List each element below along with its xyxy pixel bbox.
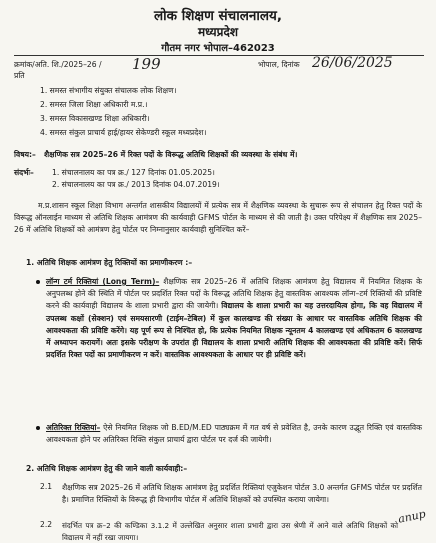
section-2-item: शैक्षणिक सत्र 2025–26 में अतिथि शिक्षक आमंत्रण हेतु प्रदर्शित रिक्तियां एजुकेशन पोर्टल 3.0 अन्तर्गत GFMS पोर्टल पर प्रदर्शित है। प्रमाणित रिक्तियों के विरूद्ध ही विभागीय पोर्टल में अतिथि शिक्षकों को उपस्थित कराया जायेगा।: [62, 483, 422, 505]
section-2-item: संदर्भित पत्र क्र–2 की कण्डिका 3.1.2 में उल्लेखित अनुसार शाला प्रभारी द्वारा उस श्रेणी में आने वाले अतिथि शिक्षकों को विद्यालय में नहीं रखा जायगा।: [62, 521, 398, 542]
subject-text: शैक्षणिक सत्र 2025–26 में रिक्त पदों के विरूद्ध अतिथि शिक्षकों की व्यवस्था के संबंध में।: [44, 150, 298, 159]
item-number: 2.1: [40, 482, 53, 491]
bullet-icon: [36, 280, 40, 284]
recipient-item: 2. समस्त जिला शिक्षा अधिकारी म.प्र.।: [40, 100, 148, 109]
recipient-item: 1. समस्त संभागीय संयुक्त संचालक लोक शिक्षण।: [40, 86, 177, 95]
long-term-text: शैक्षणिक सत्र 2025–26 में अतिथि शिक्षक आमंत्रण हेतु विद्यालय में नियमित शिक्षक के अनुपलब्ध होने की स्थिति में पोर्टल पर प्रदर्शित रिक्त पदों के विरूद्ध अतिथि शिक्षक हेतु वास्तविक आवश्यक लॉन्ग–टर्म रिक्तियों की प्रविष्टि करने की कार्यवाही विद्यालय के शाला प्रभारी द्वारा की जायेगी।: [46, 277, 422, 311]
atirikt-text: ऐसे नियमित शिक्षक जो B.ED/M.ED पाठ्यक्रम में गत वर्ष से प्रवेशित है, उनके कारण उद्भूत रिक्ति एवं वास्तविक आवश्यकता होने पर अतिरिक्त रिक्ति संकुल प्राचार्य द्वारा पोर्टल पर दर्ज की जायेगी।: [46, 423, 422, 445]
reference-item: 2. संचालनालय का पत्र क्र./ 2013 दिनांक 04.07.2019।: [52, 180, 220, 189]
state-name: मध्यप्रदेश: [197, 25, 238, 39]
reference-item: 1. संचालनालय का पत्र क्र./ 127 दिनांक 01.05.2025।: [52, 168, 215, 177]
item-number: 2.2: [40, 520, 53, 529]
signature: anup: [396, 507, 427, 526]
subject-label: विषय:–: [14, 150, 36, 159]
recipient-item: 4. समस्त संकुल प्राचार्य हाई/हायर सेकेण्डरी स्कूल मध्यप्रदेश।: [40, 128, 207, 137]
prati-label: प्रति: [14, 71, 25, 80]
section-1-heading: 1. अतिथि शिक्षक आमंत्रण हेतु रिक्तियों का प्रमाणीकरण :–: [26, 258, 193, 267]
section-2-heading: 2. अतिथि शिक्षक आमंत्रण हेतु की जाने वाली कार्यवाही:–: [26, 464, 188, 473]
long-term-title: लॉन्ग टर्म रिक्तियां (Long Term)–: [46, 277, 160, 286]
atirikt-paragraph: [46, 422, 422, 446]
bullet-icon: [36, 426, 40, 430]
date-handwritten: 26/06/2025: [312, 55, 393, 71]
atirikt-title: अतिरिक्त रिक्तियां–: [46, 423, 101, 432]
org-name: लोक शिक्षण संचालनालय,: [154, 8, 282, 24]
long-term-paragraph: [46, 276, 422, 361]
letter-number-handwritten: 199: [132, 55, 161, 73]
recipient-item: 3. समस्त विकासखण्ड शिक्षा अधिकारी।: [40, 114, 150, 123]
place-date-label: भोपाल, दिनांक: [258, 60, 300, 69]
letter-number-prefix: क्रमांक/अति. शि./2025–26 /: [14, 60, 102, 69]
intro-paragraph: म.प्र.शासन स्कूल शिक्षा विभाग अन्तर्गत शासकीय विद्यालयों में प्रत्येक सत्र में शैक्षणिक व्यवस्था के सुचारू रूप से संचालन हेतु रिक्त पदों के विरूद्ध ऑनलाईन माध्यम से अतिथि शिक्षक आमंत्रण की कार्यवाही GFMS पोर्टल के माध्यम से की जाती है। उक्त परिपेक्ष्य में शैक्षणिक सत्र 2025–26 में अतिथि शिक्षकों को आमंत्रण हेतु पोर्टल पर निम्नानुसार कार्यवाही सुनिश्चित करें–: [14, 201, 422, 235]
long-term-bold-text: विद्यालय के शाला प्रभारी का यह उत्तरदायित्व होगा, कि वह विद्यालय में उपलब्ध कक्षों (सेक्शन) एवं समयसारणी (टाईम–टेबिल) में कुल कालखण्ड की संख्या के आधार पर वास्तविक अतिथि शिक्षक की आवश्यकता की प्रविष्टि करेंगे। यह पूर्ण रूप से निश्चित हो, कि प्रत्येक नियमित शिक्षक न्यूनतम 4 कालखण्ड एवं अधिकतम 6 कालखण्ड में अध्यापन करायगें। अतः इसके परीक्षण के उपरांत ही विद्यालय के शाला प्रभारी अतिथि शिक्षक की आवश्यकता की प्रविष्टि करें। सिर्फ प्रदर्शित रिक्त पदों का प्रमाणीकरण न करें। वास्तविक आवश्यकता के आधार पर ही प्रविष्टि करें।: [46, 301, 423, 360]
org-address: गौतम नगर भोपाल–462023: [161, 43, 275, 54]
references-label: संदर्भः–: [14, 168, 34, 177]
